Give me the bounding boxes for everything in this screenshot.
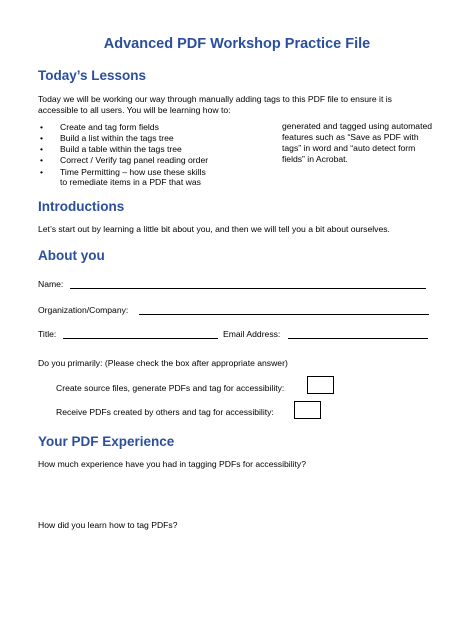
organization-field[interactable] [139, 314, 429, 315]
bullet-icon: • [40, 133, 44, 143]
title-field[interactable] [63, 338, 218, 339]
experience-question-2: How did you learn how to tag PDFs? [38, 520, 178, 530]
page-title: Advanced PDF Workshop Practice File [103, 36, 371, 52]
option-receive-label: Receive PDFs created by others and tag for accessibility: [56, 407, 274, 417]
introductions-heading: Introductions [38, 199, 125, 214]
right-col-line: fields” in Acrobat. [282, 154, 348, 164]
lessons-intro-line1: Today we will be working our way through manually adding tags to this PDF file to ensure it is [38, 94, 392, 104]
option-create-label: Create source files, generate PDFs and tag for accessibility: [56, 383, 285, 393]
list-item-label: Build a table within the tags tree [60, 144, 182, 154]
title-label: Title: [38, 329, 57, 339]
experience-question-1: How much experience have you had in tagging PDFs for accessibility? [38, 459, 306, 469]
list-item-label: Time Permitting – how use these skills [60, 167, 206, 177]
email-field[interactable] [288, 338, 428, 339]
bullet-icon: • [40, 167, 44, 177]
lessons-heading: Today’s Lessons [38, 68, 147, 83]
primarily-question: Do you primarily: (Please check the box after appropriate answer) [38, 358, 288, 368]
list-item-label: Correct / Verify tag panel reading order [60, 155, 209, 165]
experience-heading: Your PDF Experience [38, 434, 175, 449]
email-label: Email Address: [223, 329, 281, 339]
introductions-text: Let’s start out by learning a little bit about you, and then we will tell you a bit about ourselves. [38, 224, 390, 234]
lessons-intro-line2: accessible to all users. You will be learning how to: [38, 105, 231, 115]
bullet-icon: • [40, 122, 44, 132]
option-receive-checkbox[interactable] [294, 401, 321, 419]
right-col-line: features such as “Save as PDF with [282, 132, 419, 142]
about-heading: About you [38, 248, 105, 263]
name-field[interactable] [70, 288, 426, 289]
list-item-label: Create and tag form fields [60, 122, 159, 132]
option-create-checkbox[interactable] [307, 376, 334, 394]
right-col-line: tags” in word and “auto detect form [282, 143, 416, 153]
right-col-line: generated and tagged using automated [282, 121, 433, 131]
name-label: Name: [38, 279, 64, 289]
bullet-icon: • [40, 155, 44, 165]
list-item-label: to remediate items in a PDF that was [60, 177, 201, 187]
list-item-label: Build a list within the tags tree [60, 133, 174, 143]
organization-label: Organization/Company: [38, 305, 129, 315]
bullet-icon: • [40, 144, 44, 154]
